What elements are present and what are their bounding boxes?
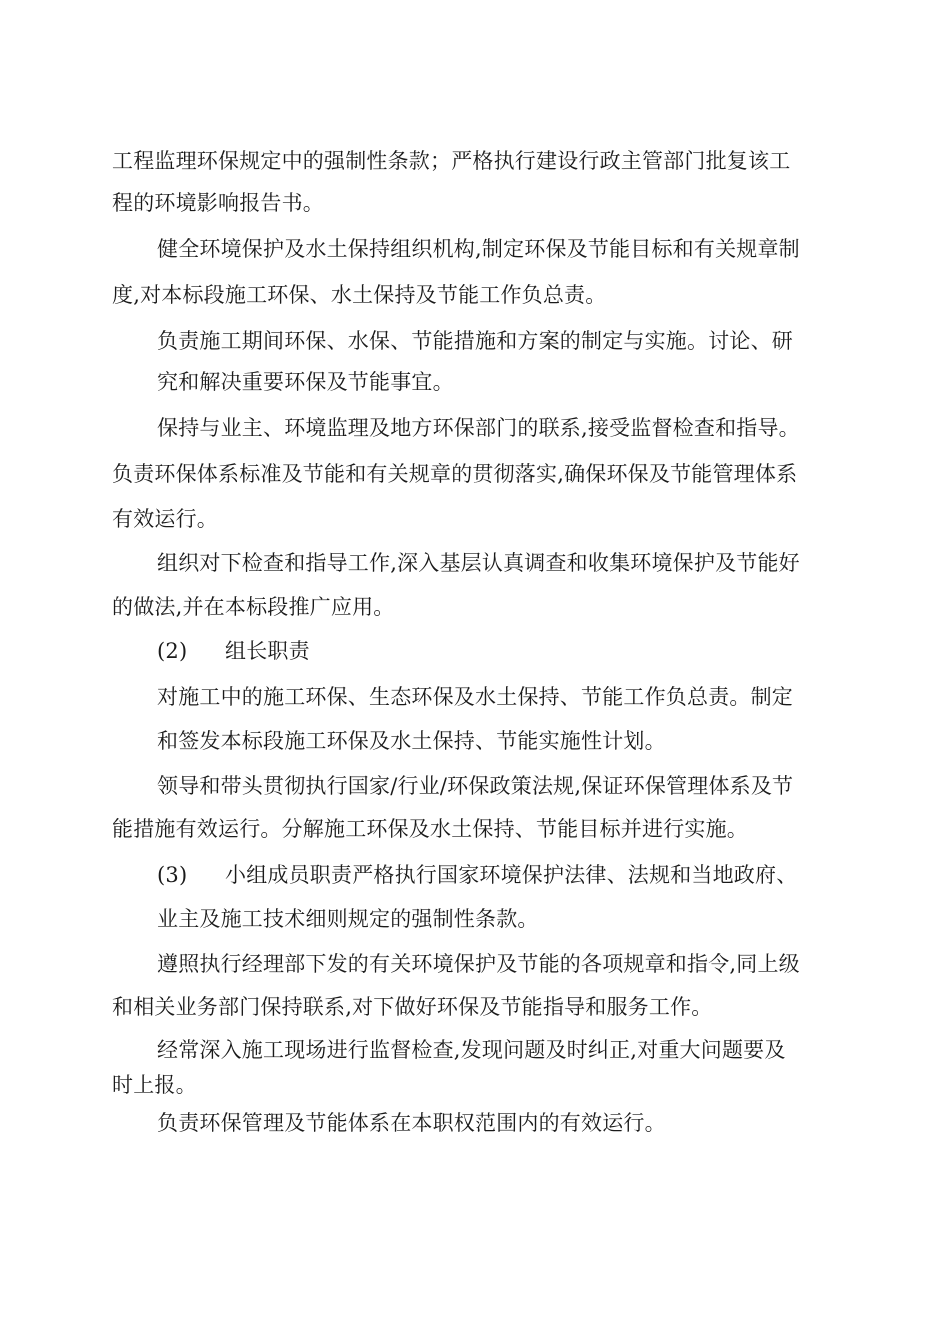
text-line: 负责环保管理及节能体系在本职权范围内的有效运行。: [157, 1111, 666, 1135]
section-heading-3: [157, 862, 797, 888]
section-number: (3): [157, 863, 188, 887]
text-line: 程的环境影响报告书。: [112, 191, 324, 215]
section-heading-2: [157, 638, 310, 664]
text-line: 对施工中的施工环保、生态环保及水土保持、节能工作负总责。制定: [157, 685, 793, 709]
text-line: 时上报。: [112, 1073, 197, 1097]
text-line: 业主及施工技术细则规定的强制性条款。: [157, 907, 539, 931]
text-line: 遵照执行经理部下发的有关环境保护及节能的各项规章和指令,同上级: [157, 952, 800, 976]
text-line: 有效运行。: [112, 507, 218, 531]
text-line: 和相关业务部门保持联系,对下做好环保及节能指导和服务工作。: [112, 995, 713, 1019]
section-number: (2): [157, 639, 188, 663]
text-line: 保持与业主、环境监理及地方环保部门的联系,接受监督检查和指导。: [157, 416, 800, 440]
text-line: 工程监理环保规定中的强制性条款；严格执行建设行政主管部门批复该工: [112, 149, 791, 173]
section-title: 组长职责: [225, 639, 310, 663]
section-title: 小组成员职责严格执行国家环境保护法律、法规和当地政府、: [225, 863, 798, 887]
text-line: 领导和带头贯彻执行国家/行业/环保政策法规,保证环保管理体系及节: [157, 774, 794, 798]
text-line: 组织对下检查和指导工作,深入基层认真调查和收集环境保护及节能好: [157, 551, 800, 575]
text-line: 度,对本标段施工环保、水土保持及节能工作负总责。: [112, 283, 607, 307]
text-line: 究和解决重要环保及节能事宜。: [157, 370, 454, 394]
text-line: 和签发本标段施工环保及水土保持、节能实施性计划。: [157, 729, 666, 753]
text-line: 负责施工期间环保、水保、节能措施和方案的制定与实施。讨论、研: [157, 329, 793, 353]
text-line: 能措施有效运行。分解施工环保及水土保持、节能目标并进行实施。: [112, 817, 748, 841]
text-line: 健全环境保护及水土保持组织机构,制定环保及节能目标和有关规章制: [157, 237, 800, 261]
text-line: 的做法,并在本标段推广应用。: [112, 595, 395, 619]
text-line: 负责环保体系标准及节能和有关规章的贯彻落实,确保环保及节能管理体系: [112, 462, 798, 486]
text-line: 经常深入施工现场进行监督检查,发现问题及时纠正,对重大问题要及: [157, 1038, 786, 1062]
